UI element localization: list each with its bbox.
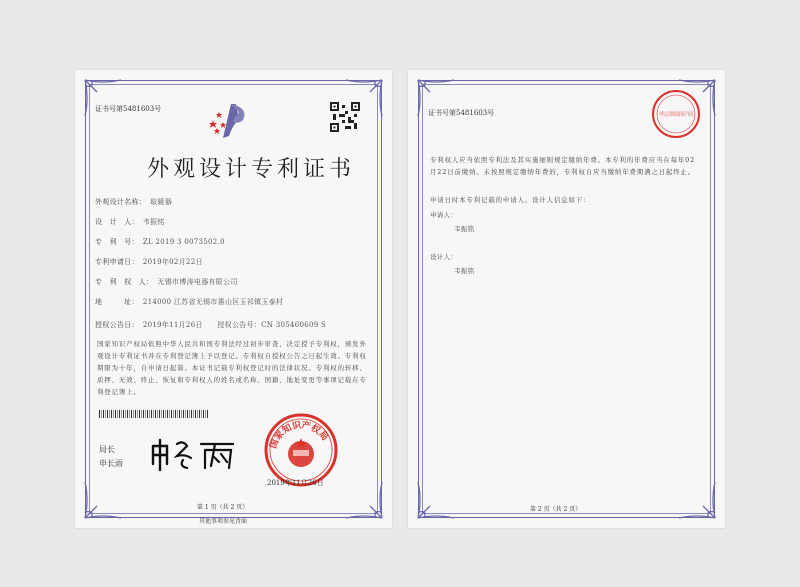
certificate-number: 证书号第5481603号 bbox=[428, 109, 495, 117]
corner-ornament-bl bbox=[414, 478, 458, 522]
page-number: 第 2 页（共 2 页） bbox=[530, 506, 582, 513]
field-address: 地 址： 214000 江苏省无锡市惠山区玉祁镇玉泰村 bbox=[95, 298, 284, 306]
corner-ornament-br bbox=[342, 478, 386, 522]
certificate-page-2 bbox=[408, 70, 737, 528]
corner-ornament-bl bbox=[81, 478, 125, 522]
svg-text:国家知识产权局: 国家知识产权局 bbox=[268, 420, 330, 451]
field-patent-number: 专 利 号： ZL 2019 3 0073502.0 bbox=[95, 238, 225, 246]
applicant-label: 申请人： bbox=[430, 211, 458, 219]
cnipa-emblem-icon bbox=[203, 100, 253, 140]
applicant-info-intro: 申请日时本专利记载的申请人、设计人信息如下： bbox=[430, 196, 591, 204]
designer-label: 设计人： bbox=[430, 253, 458, 261]
official-seal bbox=[263, 412, 339, 488]
page-number: 第 1 页（共 2 页） bbox=[197, 504, 249, 511]
corner-ornament-br bbox=[675, 478, 719, 522]
director-name-label: 申长雨 bbox=[99, 459, 123, 468]
director-label: 局长 bbox=[99, 445, 115, 454]
field-patentee: 专 利 权 人： 无锡市博涛电器有限公司 bbox=[95, 278, 238, 286]
annual-fee-notice: 专利权人应当依照专利法及其实施细则规定缴纳年费。本专利的年费应当在每年02月22日前缴纳。未按照规定缴纳年费的，专利权自应当缴纳年费期满之日起终止。 bbox=[430, 156, 696, 176]
certificate-title: 外观设计专利证书 bbox=[147, 157, 356, 182]
qr-code bbox=[330, 102, 360, 132]
svg-text:中华人民共和国国家知识产权局: 中华人民共和国国家知识产权局 bbox=[659, 112, 737, 118]
certificate-number: 证书号第5481603号 bbox=[95, 105, 162, 113]
page-border bbox=[418, 80, 737, 518]
applicant-value: 韦振铭 bbox=[454, 225, 475, 233]
barcode bbox=[99, 410, 209, 418]
field-designer: 设 计 人： 韦振铭 bbox=[95, 218, 165, 226]
field-application-date: 专利申请日： 2019年02月22日 bbox=[95, 258, 203, 266]
certificate-page-1 bbox=[75, 70, 392, 528]
certificate-body-text: 国家知识产权局依照中华人民共和国专利法经过初步审查，决定授予专利权，颁发外观设计专利证书并在专利登记簿上予以登记。专利权自授权公告之日起生效。专利权期限为十年，自申请日起算。本证书记载专利权登记时的法律状况。专利权的转移、质押、无效、终止、恢复和专利权人的姓名或名称、国籍、地址变更等事项记载在专利登记簿上。 bbox=[97, 340, 367, 396]
field-design-name: 外观设计名称： 取暖器 bbox=[95, 198, 173, 206]
seal-date: 2019年11月26日 bbox=[267, 479, 324, 487]
footer-note: 其他事项参见背面 bbox=[199, 518, 248, 525]
designer-value: 韦振铭 bbox=[454, 267, 475, 275]
official-seal-small bbox=[650, 88, 737, 140]
field-grant-date: 授权公告日： 2019年11月26日 授权公告号：CN 305460609 S bbox=[95, 321, 327, 329]
director-signature bbox=[149, 436, 239, 472]
